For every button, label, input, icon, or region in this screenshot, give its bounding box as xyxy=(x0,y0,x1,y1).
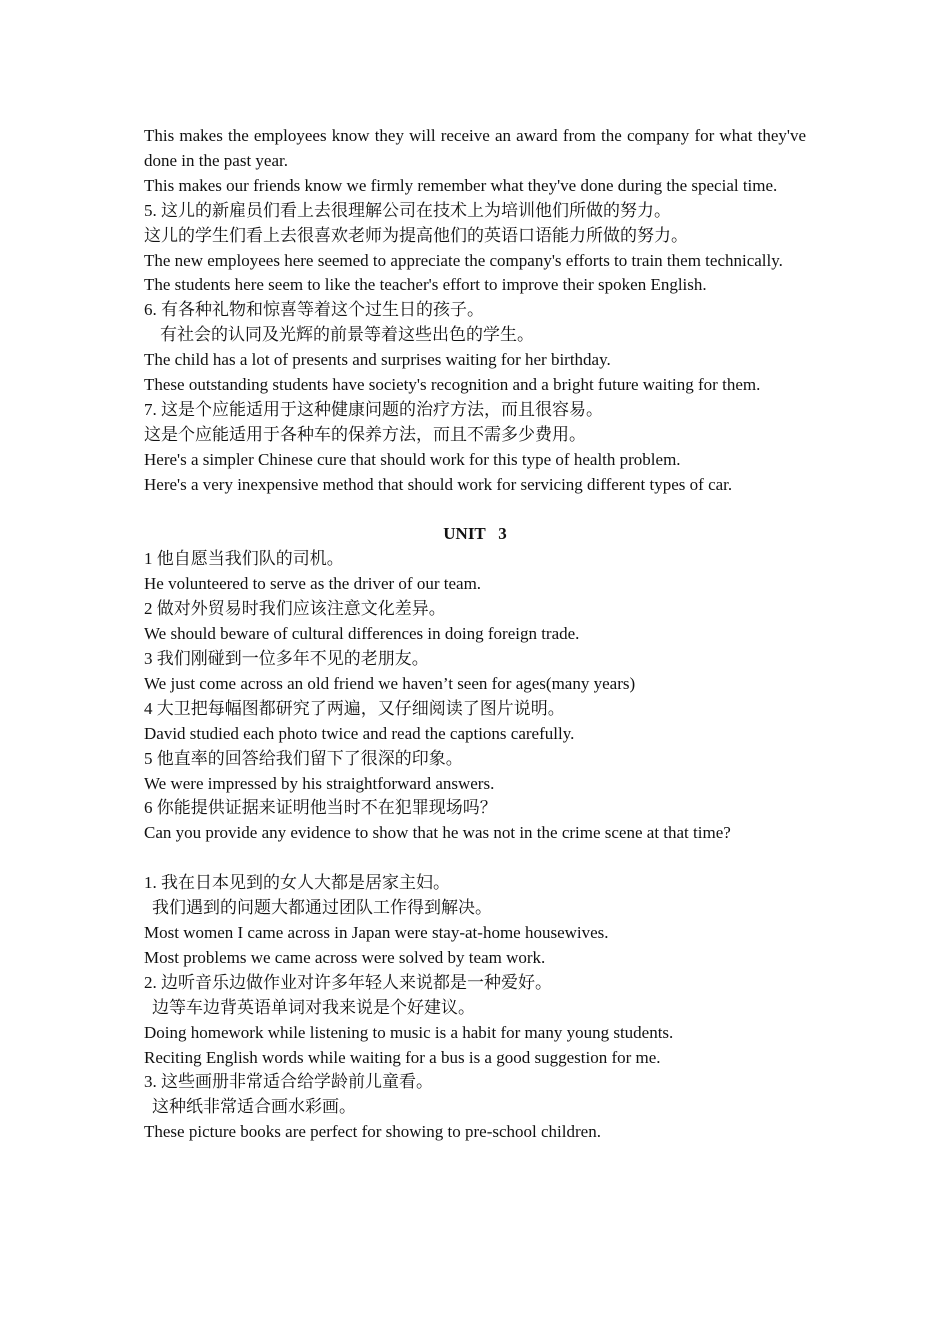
unit3-item-5-english: We were impressed by his straightforward answers. xyxy=(144,773,495,793)
pattern-2-english-a: Doing homework while listening to music is a habit for many young students. xyxy=(144,1022,674,1042)
unit3-item-1-english: He volunteered to serve as the driver of our team. xyxy=(144,574,482,594)
unit3-item-5-chinese: 5 他直率的回答给我们留下了很深的印象。 xyxy=(144,748,463,768)
item-7-english-b: Here's a very inexpensive method that should work for servicing different types of car. xyxy=(144,474,733,494)
paragraph-friends: This makes our friends know we firmly remember what they've done during the special time. xyxy=(144,175,778,195)
unit3-item-4-chinese: 4 大卫把每幅图都研究了两遍，又仔细阅读了图片说明。 xyxy=(144,698,565,718)
unit3-item-6-chinese: 6 你能提供证据来证明他当时不在犯罪现场吗？ xyxy=(144,798,497,818)
item-7-chinese-b: 这是个应能适用于各种车的保养方法，而且不需多少费用。 xyxy=(144,424,586,444)
pattern-1-english-a: Most women I came across in Japan were stay-at-home housewives. xyxy=(144,922,609,942)
pattern-3-chinese-a: 3. 这些画册非常适合给学龄前儿童看。 xyxy=(144,1072,433,1092)
pattern-2-chinese-b: 边等车边背英语单词对我来说是个好建议。 xyxy=(152,997,475,1017)
item-7-english-a: Here's a simpler Chinese cure that should work for this type of health problem. xyxy=(144,449,681,469)
pattern-1-english-b: Most problems we came across were solved by team work. xyxy=(144,947,546,967)
document-page xyxy=(144,124,806,1145)
item-5-english-b: The students here seem to like the teacher's effort to improve their spoken English. xyxy=(144,275,707,295)
unit3-item-4-english: David studied each photo twice and read the captions carefully. xyxy=(144,723,575,743)
pattern-2-english-b: Reciting English words while waiting for a bus is a good suggestion for me. xyxy=(144,1047,661,1067)
unit3-item-3-chinese: 3 我们刚碰到一位多年不见的老朋友。 xyxy=(144,649,429,669)
unit3-item-6-english: Can you provide any evidence to show that he was not in the crime scene at that time? xyxy=(144,823,731,843)
spacer xyxy=(144,846,806,871)
unit3-item-1-chinese: 1 他自愿当我们队的司机。 xyxy=(144,549,344,569)
paragraph-award: This makes the employees know they will receive an award from the company for what they've done in the past year. xyxy=(144,126,806,170)
pattern-1-chinese-b: 我们遇到的问题大都通过团队工作得到解决。 xyxy=(152,898,492,918)
item-6-chinese-b: 有社会的认同及光辉的前景等着这些出色的学生。 xyxy=(160,325,534,345)
pattern-1-chinese-a: 1. 我在日本见到的女人大都是居家主妇。 xyxy=(144,873,450,893)
item-7-chinese-a: 7. 这是个应能适用于这种健康问题的治疗方法，而且很容易。 xyxy=(144,399,603,419)
item-5-chinese-b: 这儿的学生们看上去很喜欢老师为提高他们的英语口语能力所做的努力。 xyxy=(144,225,688,245)
unit3-item-3-english: We just come across an old friend we haven’t seen for ages(many years) xyxy=(144,673,636,693)
pattern-3-chinese-b: 这种纸非常适合画水彩画。 xyxy=(152,1097,356,1117)
unit3-item-2-english: We should beware of cultural differences in doing foreign trade. xyxy=(144,624,580,644)
item-6-english-b: These outstanding students have society's recognition and a bright future waiting for them. xyxy=(144,375,761,395)
item-6-english-a: The child has a lot of presents and surprises waiting for her birthday. xyxy=(144,350,611,370)
pattern-2-chinese-a: 2. 边听音乐边做作业对许多年轻人来说都是一种爱好。 xyxy=(144,972,552,992)
pattern-3-english-a: These picture books are perfect for showing to pre-school children. xyxy=(144,1122,601,1142)
item-6-chinese-a: 6. 有各种礼物和惊喜等着这个过生日的孩子。 xyxy=(144,300,484,320)
item-5-chinese-a: 5. 这儿的新雇员们看上去很理解公司在技术上为培训他们所做的努力。 xyxy=(144,200,671,220)
unit-heading: UNIT 3 xyxy=(443,524,507,544)
item-5-english-a: The new employees here seemed to appreciate the company's efforts to train them technically. xyxy=(144,250,783,270)
unit3-item-2-chinese: 2 做对外贸易时我们应该注意文化差异。 xyxy=(144,599,446,619)
spacer xyxy=(144,498,806,523)
